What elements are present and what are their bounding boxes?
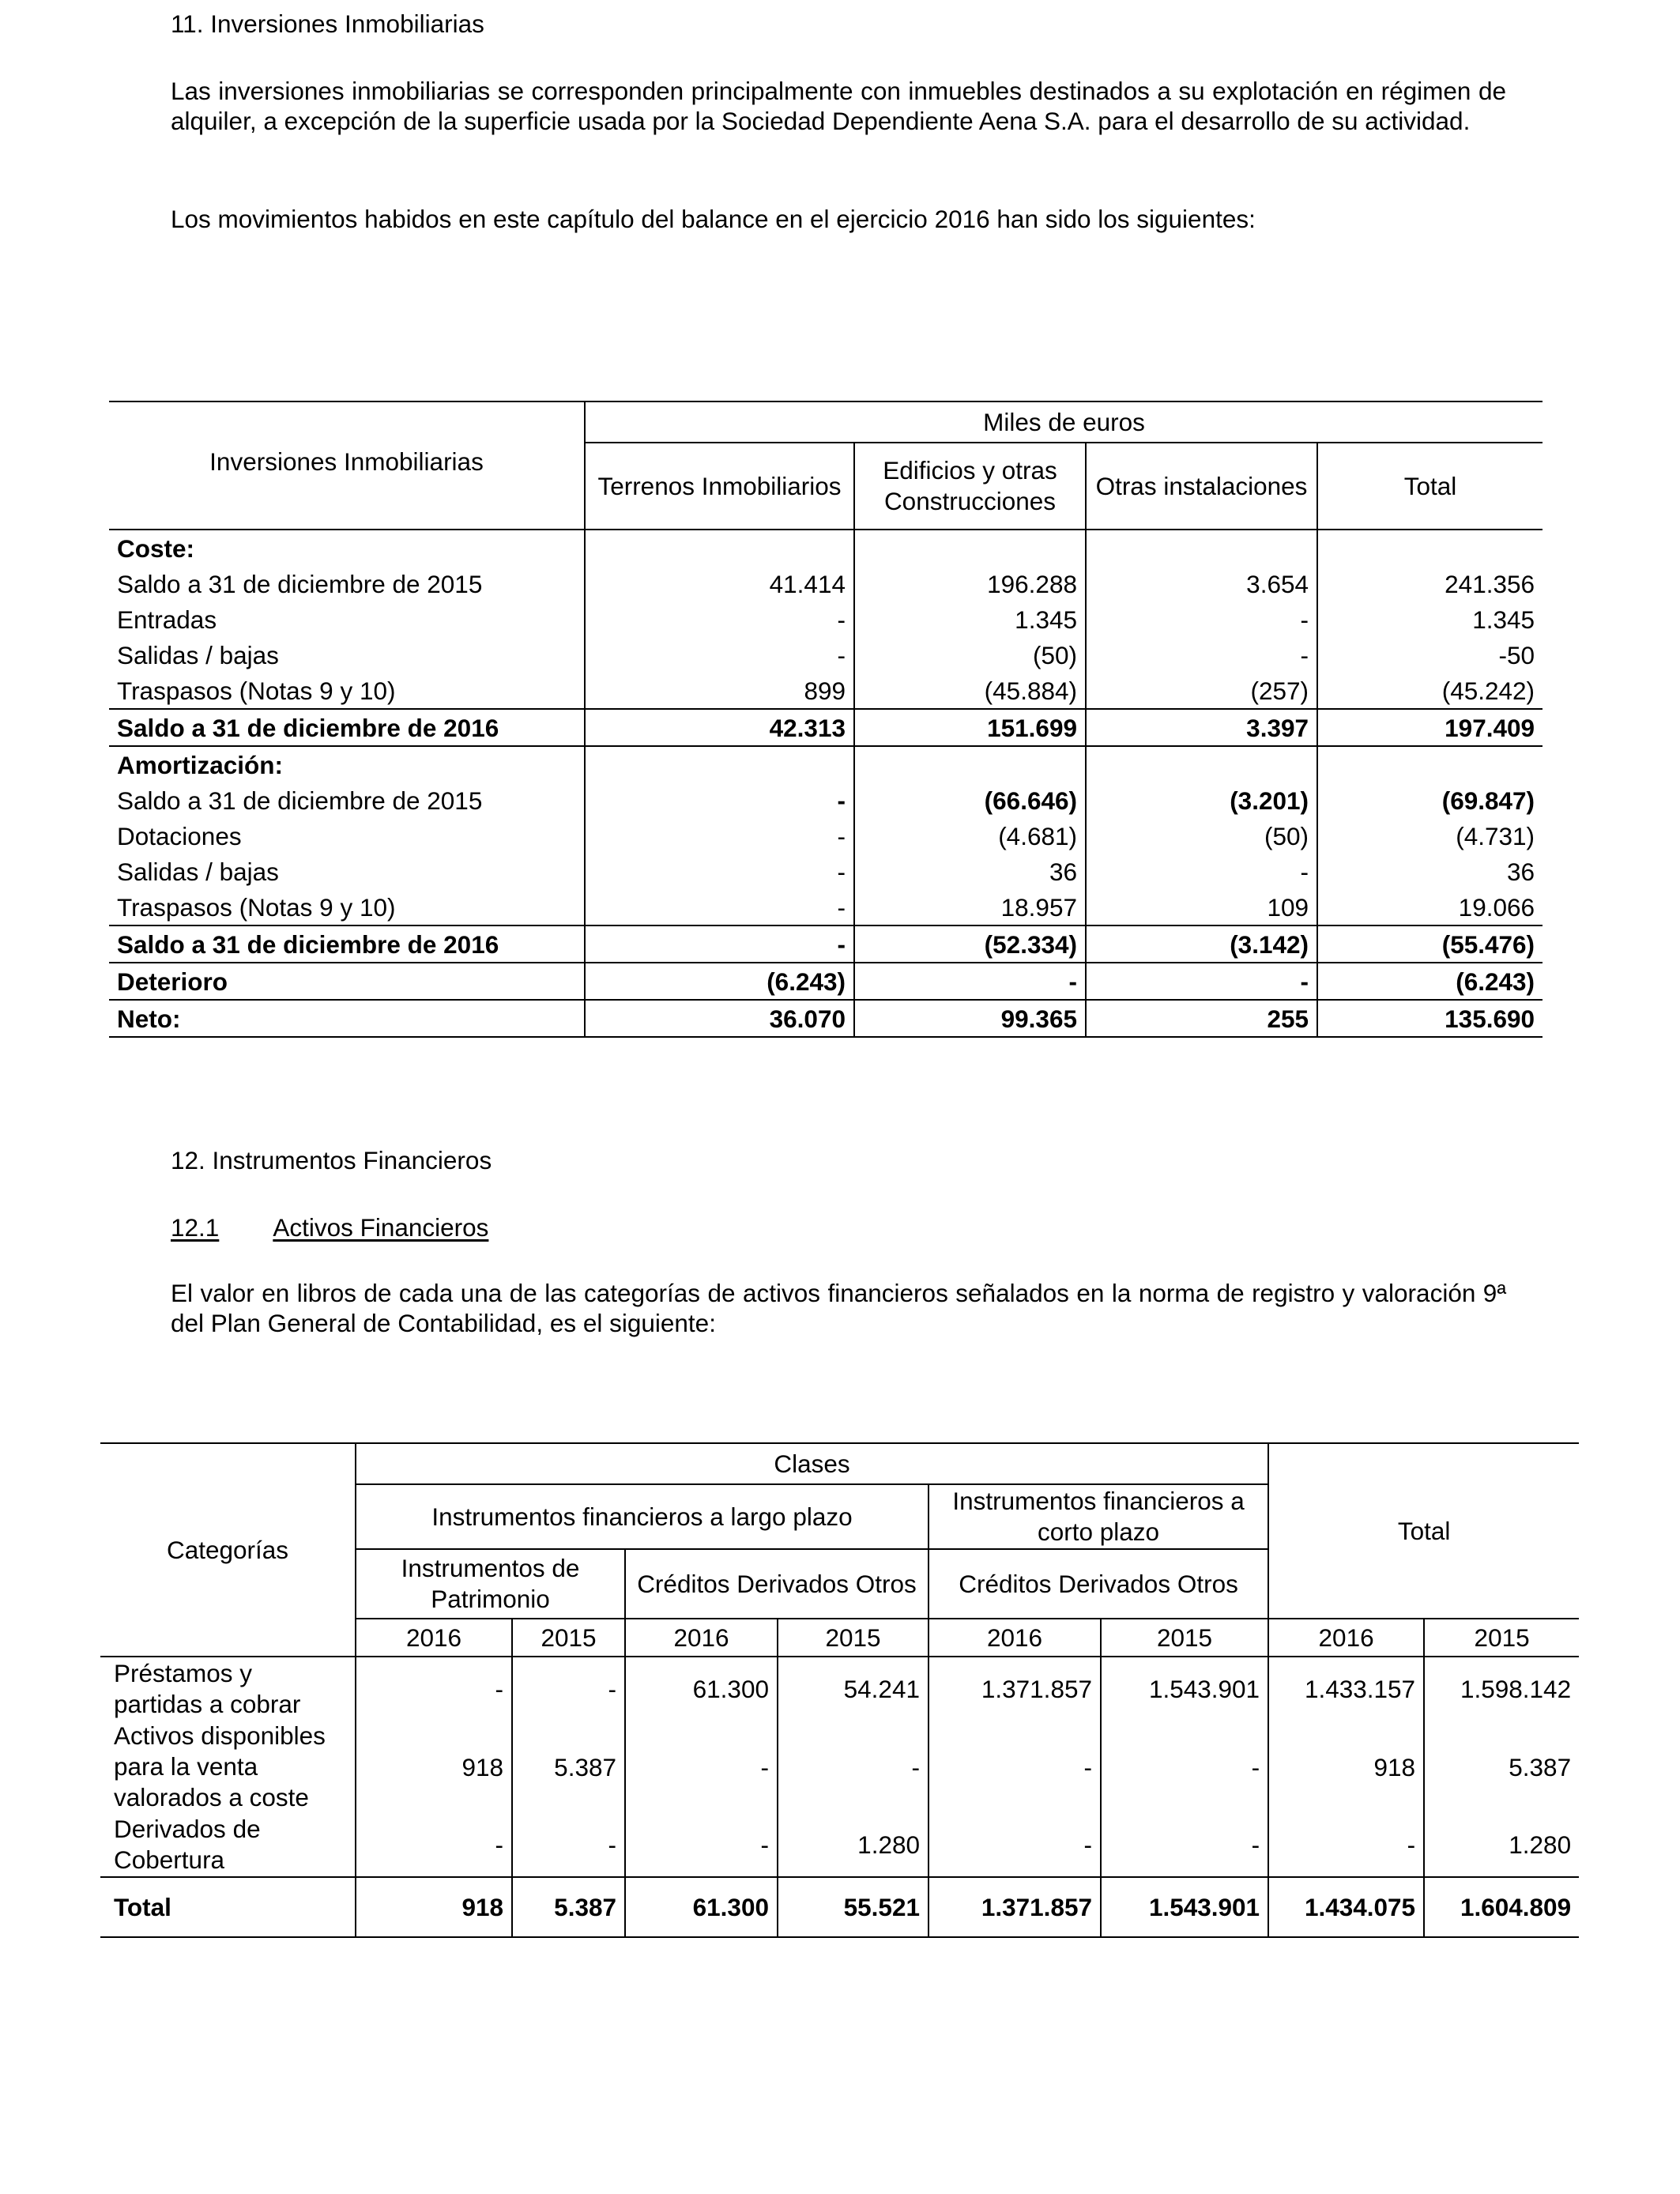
cell-value: 1.280 xyxy=(778,1813,929,1877)
cell-value: 109 xyxy=(1086,889,1317,925)
cell-value: - xyxy=(356,1657,512,1721)
table-row xyxy=(109,601,1543,637)
table-row xyxy=(109,889,1543,925)
table1-col-header: Terrenos Inmobiliarios xyxy=(585,443,854,530)
cell-value: -50 xyxy=(1498,640,1535,669)
row-label: Traspasos (Notas 9 y 10) xyxy=(109,673,585,709)
row-label: Activos disponibles para la venta valorados a coste xyxy=(114,1721,326,1811)
cell-value: 41.414 xyxy=(585,566,854,601)
cell-value: 1.345 xyxy=(1472,605,1535,634)
cell-value: 899 xyxy=(585,673,854,709)
row-label: Total xyxy=(100,1877,356,1937)
table2-sub-header: Instrumentos de Patrimonio xyxy=(356,1549,625,1619)
cell-value: (3.201) xyxy=(1086,782,1317,818)
cell-value: 1.543.901 xyxy=(1101,1877,1268,1937)
year-header: 2015 xyxy=(778,1619,929,1657)
cell-value: - xyxy=(929,1813,1101,1877)
cell-value: 1.434.075 xyxy=(1268,1877,1424,1937)
cell-value: 61.300 xyxy=(625,1657,778,1721)
cell-value: 61.300 xyxy=(625,1877,778,1937)
table-row xyxy=(109,854,1543,889)
year-header: 2015 xyxy=(1424,1619,1579,1657)
year-header: 2016 xyxy=(625,1619,778,1657)
section-12-paragraph: El valor en libros de cada una de las categorías de activos financieros señalados en la norma de registro y valoración 9ª del Plan General de Contabilidad, es el siguiente: xyxy=(171,1279,1506,1337)
row-label: Salidas / bajas xyxy=(109,637,585,673)
cell-value: 3.654 xyxy=(1086,566,1317,601)
cell-value: - xyxy=(585,637,854,673)
cell-value: 19.066 xyxy=(1317,889,1543,925)
cell-value: 99.365 xyxy=(854,1000,1086,1037)
cell-value: 918 xyxy=(356,1877,512,1937)
subsection-title: Activos Financieros xyxy=(273,1213,489,1242)
table-row xyxy=(109,782,1543,818)
cell-value: - xyxy=(585,925,854,963)
cell-value: 55.521 xyxy=(778,1877,929,1937)
cell-value: 1.543.901 xyxy=(1101,1657,1268,1721)
cell-value: - xyxy=(512,1657,625,1721)
cell-value: - xyxy=(585,601,854,637)
row-label: Salidas / bajas xyxy=(109,854,585,889)
cell-value: (4.681) xyxy=(854,818,1086,854)
subsection-12-1-heading xyxy=(171,1212,488,1242)
row-label: Préstamos y partidas a cobrar xyxy=(114,1659,301,1718)
cell-value: (50) xyxy=(1086,818,1317,854)
inversiones-inmobiliarias-table xyxy=(109,401,1543,1038)
row-label: Amortización: xyxy=(109,746,585,782)
cell-value: 42.313 xyxy=(585,709,854,746)
cell-value: (257) xyxy=(1086,673,1317,709)
table-row xyxy=(100,1877,1579,1937)
cell-value: 18.957 xyxy=(854,889,1086,925)
section-11-paragraph-1: Las inversiones inmobiliarias se corresponden principalmente con inmuebles destinados a su explotación en régimen de alquiler, a excepción de la superficie usada por la Sociedad Dependiente Aena S.A. para el desarrollo de su actividad. xyxy=(171,77,1506,135)
cell-value: - xyxy=(1086,854,1317,889)
row-label: Derivados de Cobertura xyxy=(100,1813,356,1877)
table-row xyxy=(109,818,1543,854)
cell-value: 1.371.857 xyxy=(929,1657,1101,1721)
cell-value: 918 xyxy=(356,1721,512,1813)
row-label: Dotaciones xyxy=(109,818,585,854)
year-header: 2016 xyxy=(356,1619,512,1657)
cell-value: 135.690 xyxy=(1317,1000,1543,1037)
cell-value: 197.409 xyxy=(1317,709,1543,746)
table-row xyxy=(100,1721,1579,1813)
table-row xyxy=(109,709,1543,746)
section-11-heading: 11. Inversiones Inmobiliarias xyxy=(171,9,484,38)
cell-value: (3.142) xyxy=(1086,925,1317,963)
row-label: Coste: xyxy=(109,530,585,566)
cell-value: (52.334) xyxy=(854,925,1086,963)
cell-value: - xyxy=(854,963,1086,1000)
section-12-heading: 12. Instrumentos Financieros xyxy=(171,1146,492,1174)
cell-value: 241.356 xyxy=(1445,569,1535,598)
row-label: Saldo a 31 de diciembre de 2015 xyxy=(109,782,585,818)
table-row xyxy=(109,566,1543,601)
cell-value: (4.731) xyxy=(1456,821,1535,850)
table1-group-header: Miles de euros xyxy=(585,401,1543,443)
row-label: Saldo a 31 de diciembre de 2016 xyxy=(109,709,585,746)
table2-long-term-header: Instrumentos financieros a largo plazo xyxy=(356,1484,929,1549)
row-label: Traspasos (Notas 9 y 10) xyxy=(109,889,585,925)
cell-value: - xyxy=(929,1721,1101,1813)
table-row xyxy=(100,1657,1579,1721)
cell-value: 3.397 xyxy=(1086,709,1317,746)
table2-clases-header: Clases xyxy=(356,1443,1268,1484)
row-label: Deterioro xyxy=(109,963,585,1000)
cell-value: 5.387 xyxy=(512,1721,625,1813)
cell-value: 151.699 xyxy=(854,709,1086,746)
table-row xyxy=(109,673,1543,709)
year-header: 2015 xyxy=(512,1619,625,1657)
cell-value: 918 xyxy=(1268,1721,1424,1813)
cell-value: 5.387 xyxy=(1424,1721,1579,1813)
cell-value: 1.345 xyxy=(854,601,1086,637)
cell-value: - xyxy=(1101,1813,1268,1877)
cell-value: 36.070 xyxy=(585,1000,854,1037)
year-header: 2016 xyxy=(1268,1619,1424,1657)
cell-value: 36 xyxy=(1506,857,1535,886)
cell-value: - xyxy=(625,1721,778,1813)
table1-col-header: Otras instalaciones xyxy=(1086,443,1317,530)
subsection-number: 12.1 xyxy=(171,1213,220,1242)
cell-value: 1.433.157 xyxy=(1268,1657,1424,1721)
cell-value: - xyxy=(356,1813,512,1877)
cell-value: (45.242) xyxy=(1317,673,1543,709)
cell-value: (6.243) xyxy=(585,963,854,1000)
cell-value: - xyxy=(1086,963,1317,1000)
cell-value: (50) xyxy=(854,637,1086,673)
table2-short-term-header: Instrumentos financieros a corto plazo xyxy=(929,1484,1268,1549)
year-header: 2015 xyxy=(1101,1619,1268,1657)
cell-value: 255 xyxy=(1086,1000,1317,1037)
row-label: Neto: xyxy=(109,1000,585,1037)
cell-value: (66.646) xyxy=(854,782,1086,818)
cell-value: 1.371.857 xyxy=(929,1877,1101,1937)
table-row xyxy=(100,1813,1579,1877)
table1-col-header: Total xyxy=(1317,443,1543,530)
table2-sub-header: Créditos Derivados Otros xyxy=(929,1549,1268,1619)
row-label: Entradas xyxy=(109,601,585,637)
table-row xyxy=(109,530,1543,566)
cell-value: - xyxy=(585,889,854,925)
cell-value: 54.241 xyxy=(778,1657,929,1721)
table-row xyxy=(109,637,1543,673)
activos-financieros-table xyxy=(100,1442,1579,1938)
cell-value: - xyxy=(585,854,854,889)
cell-value: - xyxy=(512,1813,625,1877)
cell-value: 1.280 xyxy=(1424,1813,1579,1877)
cell-value: - xyxy=(1086,637,1317,673)
cell-value: 196.288 xyxy=(854,566,1086,601)
table-row xyxy=(109,1000,1543,1037)
cell-value: - xyxy=(585,818,854,854)
table2-total-header: Total xyxy=(1268,1443,1579,1619)
cell-value: 36 xyxy=(854,854,1086,889)
row-label: Saldo a 31 de diciembre de 2016 xyxy=(109,925,585,963)
cell-value: (45.884) xyxy=(854,673,1086,709)
cell-value: - xyxy=(625,1813,778,1877)
section-11-paragraph-2: Los movimientos habidos en este capítulo del balance en el ejercicio 2016 han sido los siguientes: xyxy=(171,205,1256,233)
cell-value: - xyxy=(1101,1721,1268,1813)
cell-value: - xyxy=(585,782,854,818)
table-row xyxy=(109,925,1543,963)
table-row xyxy=(109,963,1543,1000)
cell-value: 1.604.809 xyxy=(1424,1877,1579,1937)
cell-value: (6.243) xyxy=(1317,963,1543,1000)
table2-sub-header: Créditos Derivados Otros xyxy=(625,1549,929,1619)
row-label: Saldo a 31 de diciembre de 2015 xyxy=(109,566,585,601)
table1-col-header: Edificios y otras Construcciones xyxy=(854,443,1086,530)
cell-value: - xyxy=(778,1721,929,1813)
table1-row-header: Inversiones Inmobiliarias xyxy=(109,401,585,530)
table2-categories-header: Categorías xyxy=(100,1443,356,1657)
cell-value: - xyxy=(1086,601,1317,637)
cell-value: (69.847) xyxy=(1441,786,1535,815)
cell-value: 1.598.142 xyxy=(1424,1657,1579,1721)
cell-value: (55.476) xyxy=(1317,925,1543,963)
table-row xyxy=(109,746,1543,782)
cell-value: 5.387 xyxy=(512,1877,625,1937)
year-header: 2016 xyxy=(929,1619,1101,1657)
cell-value: - xyxy=(1268,1813,1424,1877)
